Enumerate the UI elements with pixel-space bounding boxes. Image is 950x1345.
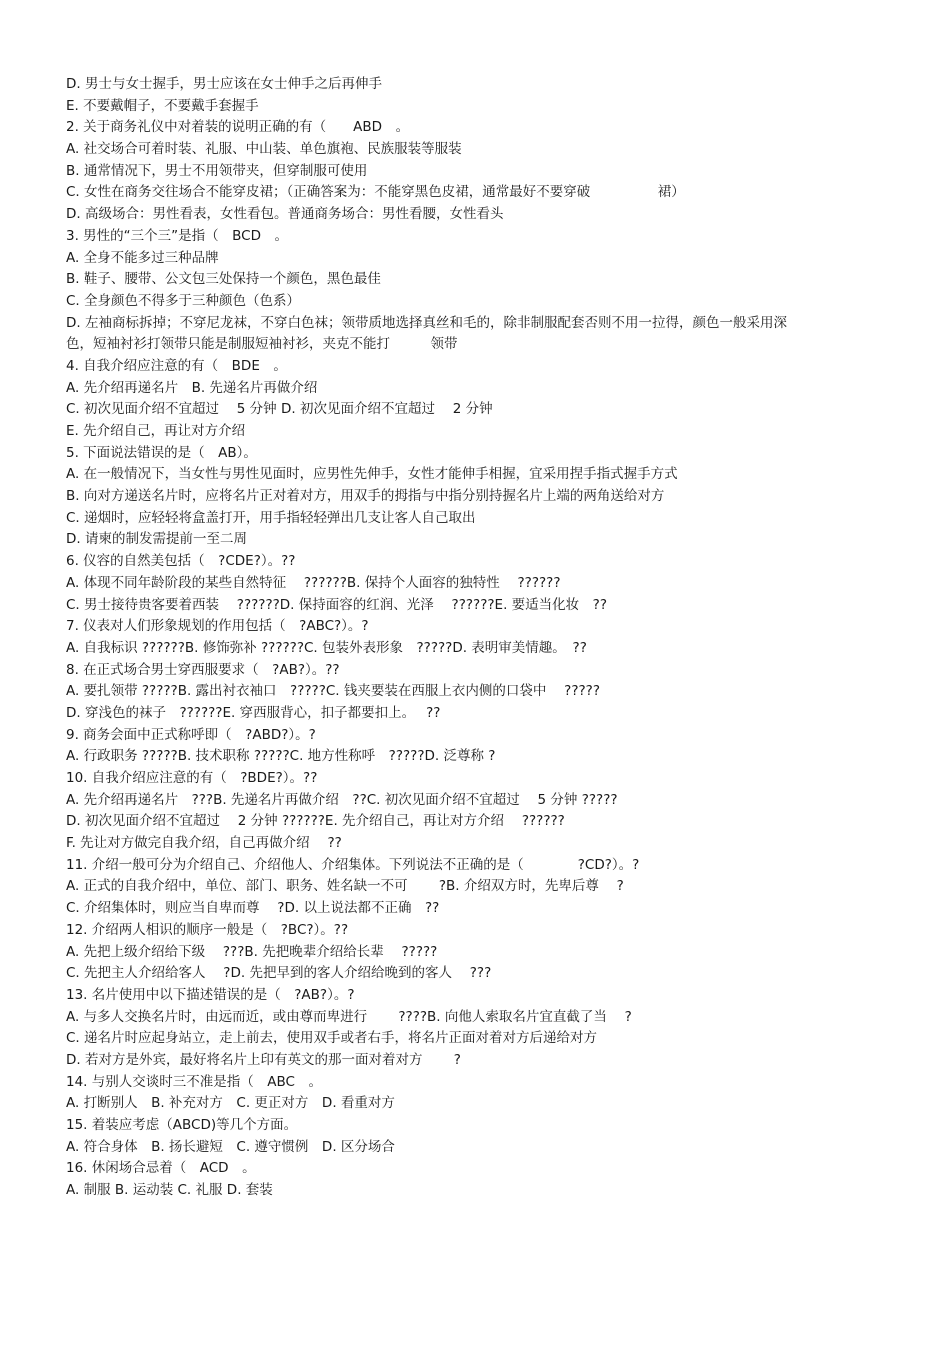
text-line: A. 要扎领带 ?????B. 露出衬衣袖口 ?????C. 钱夹要装在西服上衣内侧的口袋中 ????? [66, 683, 600, 700]
text-line: A. 在一般情况下，当女性与男性见面时，应男性先伸手，女性才能伸手相握，宜采用捏手指式握手方式 [66, 466, 678, 483]
question-line: 11. 介绍一般可分为介绍自己、介绍他人、介绍集体。下列说法不正确的是（ ?CD?）。? [66, 856, 640, 873]
text-line: B. 向对方递送名片时，应将名片正对着对方，用双手的拇指与中指分别持握名片上端的两角送给对方 [66, 488, 665, 505]
question-line: 13. 名片使用中以下描述错误的是（ ?AB?）。? [66, 986, 355, 1003]
text-line: D. 初次见面介绍不宜超过 2 分钟 ??????E. 先介绍自己，再让对方介绍 ?????? [66, 813, 565, 830]
question-line: 8. 在正式场合男士穿西服要求（ ?AB?）。?? [66, 661, 340, 678]
text-line: C. 递烟时，应轻轻将盒盖打开，用手指轻轻弹出几支让客人自己取出 [66, 509, 476, 526]
text-line: F. 先让对方做完自我介绍，自己再做介绍 ?? [66, 835, 342, 852]
text-line: A. 体现不同年龄阶段的某些自然特征 ??????B. 保持个人面容的独特性 ?????? [66, 574, 561, 591]
text-line: B. 通常情况下，男士不用领带夹，但穿制服可使用 [66, 162, 368, 179]
text-line: C. 介绍集体时，则应当自卑而尊 ?D. 以上说法都不正确 ?? [66, 900, 440, 917]
text-line: D. 穿浅色的袜子 ??????E. 穿西服背心，扣子都要扣上。 ?? [66, 704, 441, 721]
text-line: C. 初次见面介绍不宜超过 5 分钟 D. 初次见面介绍不宜超过 2 分钟 [66, 401, 493, 418]
text-line: C. 递名片时应起身站立，走上前去，使用双手或者右手，将名片正面对着对方后递给对方 [66, 1030, 598, 1047]
text-line: A. 全身不能多过三种品牌 [66, 249, 219, 266]
text-line: A. 符合身体 B. 扬长避短 C. 遵守惯例 D. 区分场合 [66, 1138, 395, 1155]
text-line: C. 先把主人介绍给客人 ?D. 先把早到的客人介绍给晚到的客人 ??? [66, 965, 492, 982]
text-line: D. 若对方是外宾，最好将名片上印有英文的那一面对着对方 ? [66, 1051, 461, 1068]
text-line: E. 先介绍自己，再让对方介绍 [66, 423, 246, 440]
text-line: A. 与多人交换名片时，由远而近，或由尊而卑进行 ????B. 向他人索取名片宜直截了当 ? [66, 1008, 632, 1025]
text-line: C. 男士接待贵客要着西装 ??????D. 保持面容的红润、光泽 ??????E. 要适当化妆 ?? [66, 596, 607, 613]
question-line: 5. 下面说法错误的是（ AB）。 [66, 444, 257, 461]
text-line: C. 全身颜色不得多于三种颜色（色系） [66, 292, 301, 309]
text-line: C. 女性在商务交往场合不能穿皮裙；（正确答案为：不能穿黑色皮裙，通常最好不要穿破 裙） [66, 184, 685, 201]
text-line: D. 左袖商标拆掉；不穿尼龙袜，不穿白色袜；领带质地选择真丝和毛的，除非制服配套否则不用一拉得，颜色一般采用深色，短袖衬衫打领带只能是制服短袖衬衫，夹克不能打 领带 [66, 314, 787, 353]
text-line: D. 高级场合：男性看表，女性看包。普通商务场合：男性看腰，女性看头 [66, 206, 504, 223]
question-line: 10. 自我介绍应注意的有（ ?BDE?）。?? [66, 770, 318, 787]
text-line: D. 男士与女士握手，男士应该在女士伸手之后再伸手 [66, 76, 382, 92]
question-line: 2. 关于商务礼仪中对着装的说明正确的有（ ABD 。 [66, 119, 410, 136]
question-line: 15. 着装应考虑（ABCD)等几个方面。 [66, 1117, 298, 1134]
text-line: A. 打断别人 B. 补充对方 C. 更正对方 D. 看重对方 [66, 1095, 395, 1112]
text-line: A. 行政职务 ?????B. 技术职称 ?????C. 地方性称呼 ?????D. 泛尊称 ? [66, 748, 496, 765]
text-line: A. 先介绍再递名片 ???B. 先递名片再做介绍 ??C. 初次见面介绍不宜超过 5 分钟 ????? [66, 791, 618, 808]
document-content [66, 74, 826, 1202]
question-line: 14. 与别人交谈时三不准是指（ ABC 。 [66, 1073, 322, 1090]
text-line: E. 不要戴帽子，不要戴手套握手 [66, 97, 259, 114]
text-line: A. 先把上级介绍给下级 ???B. 先把晚辈介绍给长辈 ????? [66, 943, 438, 960]
text-line: A. 自我标识 ??????B. 修饰弥补 ??????C. 包装外表形象 ?????D. 表明审美情趣。 ?? [66, 639, 587, 656]
question-line: 16. 休闲场合忌着（ ACD 。 [66, 1160, 256, 1177]
text-line: B. 鞋子、腰带、公文包三处保持一个颜色，黑色最佳 [66, 271, 381, 288]
text-line: A. 制服 B. 运动装 C. 礼服 D. 套装 [66, 1182, 273, 1199]
question-line: 4. 自我介绍应注意的有（ BDE 。 [66, 357, 287, 374]
question-line: 7. 仪表对人们形象规划的作用包括（ ?ABC?）。? [66, 618, 369, 635]
text-line: D. 请柬的制发需提前一至二周 [66, 531, 247, 548]
text-line: A. 社交场合可着时装、礼服、中山装、单色旗袍、民族服装等服装 [66, 141, 462, 158]
question-line: 6. 仪容的自然美包括（ ?CDE?）。?? [66, 553, 296, 570]
question-line: 9. 商务会面中正式称呼即（ ?ABD?）。? [66, 726, 316, 743]
text-line: A. 正式的自我介绍中，单位、部门、职务、姓名缺一不可 ?B. 介绍双方时，先卑后尊 ? [66, 878, 624, 895]
question-line: 12. 介绍两人相识的顺序一般是（ ?BC?）。?? [66, 921, 349, 938]
question-line: 3. 男性的“三个三”是指（ BCD 。 [66, 227, 289, 244]
text-line: A. 先介绍再递名片 B. 先递名片再做介绍 [66, 379, 318, 396]
